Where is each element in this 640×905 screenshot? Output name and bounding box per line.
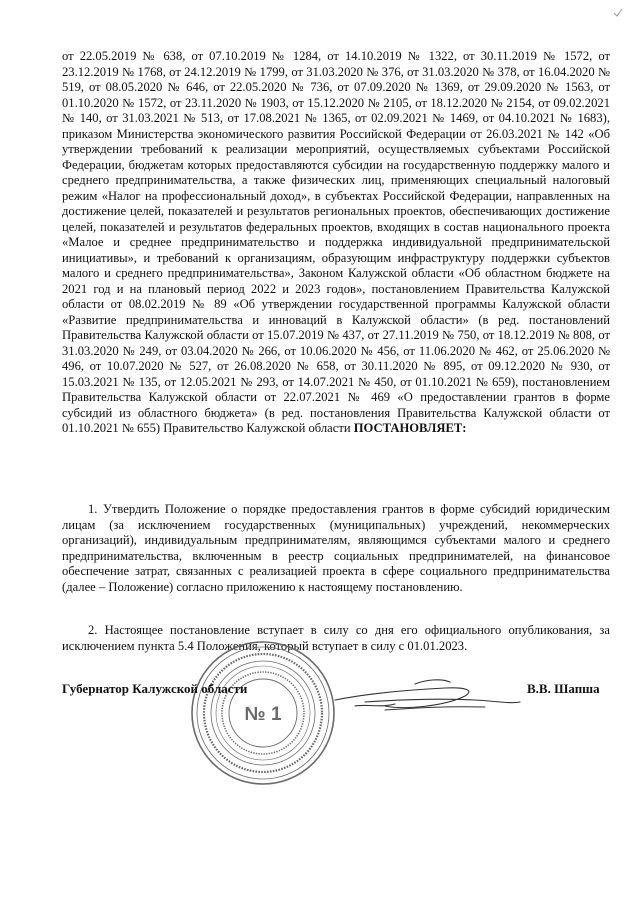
seal-number: № 1 xyxy=(244,704,282,725)
handwritten-signature xyxy=(325,660,525,740)
body-paragraph-1 xyxy=(62,49,610,437)
corner-mark-icon xyxy=(612,7,624,19)
body-paragraph-3: 2. Настоящее постановление вступает в силу со дня его официального опубликования, за исключением пункта 5.4 Положения, который вступает в силу с 01.01.2023. xyxy=(62,623,610,653)
body-paragraph-2: 1. Утвердить Положение о порядке предоставления грантов в форме субсидий юридическим лицам (за исключением государственных (муниципальных) учреждений, некоммерческих организаций), индивидуальным предпринимателям, являющимся субъектами малого и среднего предпринимательства, включенным в реестр социальных предпринимателей, на финансовое обеспечение затрат, связанных с реализацией проекта в сфере социального предпринимательства (далее – Положение) согласно приложению к настоящему постановлению. xyxy=(62,502,610,594)
official-seal xyxy=(188,638,338,788)
paragraph-1-text: от 22.05.2019 № 638, от 07.10.2019 № 1284, от 14.10.2019 № 1322, от 30.11.2019 № 1572, от 23.12.2019 № 1768, от 24.12.2019 № 1799, от 31.03.2020 № 376, от 31.03.2020 № 378, от 16.04.2020 № 519, от 08.05.2020 № 646, от 22.05.2020 № 736, от 07.09.2020 № 1369, от 29.09.2020 № 1563, от 01.10.2020 № 1572, от 23.11.2020 № 1903, от 15.12.2020 № 2105, от 18.12.2020 № 2154, от 09.02.2021 № 140, от 31.03.2021 № 513, от 17.08.2021 № 1365, от 02.09.2021 № 1469, от 04.10.2021 № 1683), приказом Министерства экономического развития Российской Федерации от 26.03.2021 № 142 «Об утверждении требований к реализации мероприятий, осуществляемых субъектами Российской Федерации, бюджетам которых предоставляются субсидии на государственную поддержку малого и среднего предпринимательства, а также физических лиц, применяющих специальный налоговый режим «Налог на профессиональный доход», в субъектах Российской Федерации, направленных на достижение целей, показателей и результатов региональных проектов, обеспечивающих достижение целей, показателей и результатов федеральных проектов, входящих в состав национального проекта «Малое и среднее предпринимательство и поддержка индивидуальной предпринимательской инициативы», и требований к организациям, образующим инфраструктуру поддержки субъектов малого и среднего предпринимательства», Законом Калужской области «Об областном бюджете на 2021 год и на плановый период 2022 и 2023 годов», постановлением Правительства Калужской области от 08.02.2019 № 89 «Об утверждении государственной программы Калужской области «Развитие предпринимательства и инноваций в Калужской области» (в ред. постановлений Правительства Калужской области от 15.07.2019 № 437, от 27.11.2019 № 750, от 18.12.2019 № 808, от 31.03.2020 № 249, от 03.04.2020 № 266, от 10.06.2020 № 456, от 11.06.2020 № 462, от 25.06.2020 № 496, от 10.07.2020 № 527, от 26.08.2020 № 658, от 30.11.2020 № 895, от 09.12.2020 № 930, от 15.03.2021 № 135, от 12.05.2021 № 293, от 14.07.2021 № 450, от 01.10.2021 № 659), постановлением Правительства Калужской области от 22.07.2021 № 469 «О предоставлении грантов в форме субсидий из областного бюджета» (в ред. постановления Правительства Калужской области от 01.10.2021 № 655) Правительство Калужской области xyxy=(62,49,610,435)
signatory-name: В.В. Шапша xyxy=(527,681,600,696)
decree-keyword: ПОСТАНОВЛЯЕТ: xyxy=(353,421,467,435)
signatory-title: Губернатор Калужской области xyxy=(62,681,248,696)
